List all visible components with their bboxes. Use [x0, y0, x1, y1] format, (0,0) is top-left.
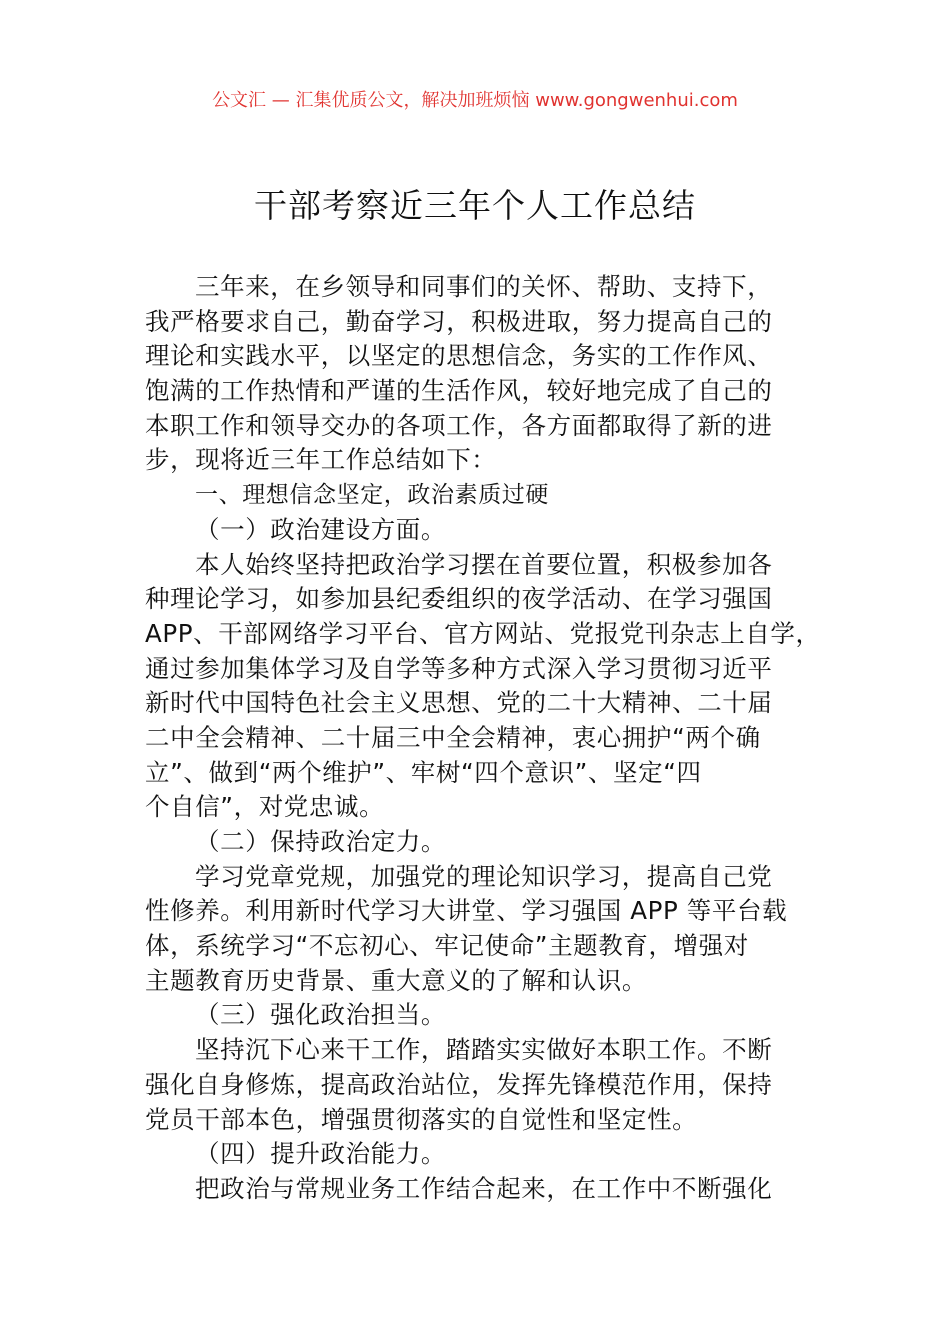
text-line: 强化自身修炼，提高政治站位，发挥先锋模范作用，保持 [145, 1069, 773, 1099]
document-title: 干部考察近三年个人工作总结 [254, 186, 696, 225]
text-line: 三年来，在乡领导和同事们的关怀、帮助、支持下， [195, 272, 773, 301]
text-line: 理论和实践水平，以坚定的思想信念，务实的工作作风、 [145, 341, 773, 371]
text-line: 二中全会精神、二十届三中全会精神，衷心拥护“两个确 [145, 722, 761, 752]
text-line: APP、干部网络学习平台、官方网站、党报党刊杂志上自学， [145, 618, 821, 648]
text-line: 饱满的工作热情和严谨的生活作风，较好地完成了自己的 [145, 376, 773, 406]
text-line: （四）提升政治能力。 [195, 1139, 446, 1169]
watermark-header: 公文汇 — 汇集优质公文，解决加班烦恼 www.gongwenhui.com [212, 90, 738, 111]
text-line: 一、理想信念坚定，政治素质过硬 [195, 482, 549, 509]
document-body [145, 270, 835, 1207]
text-line: 通过参加集体学习及自学等多种方式深入学习贯彻习近平 [145, 653, 773, 683]
text-line: 坚持沉下心来干工作，踏踏实实做好本职工作。不断 [195, 1035, 773, 1065]
text-line: 我严格要求自己，勤奋学习，积极进取，努力提高自己的 [145, 306, 773, 336]
text-line: 学习党章党规，加强党的理论知识学习，提高自己党 [195, 861, 773, 891]
text-line: （二）保持政治定力。 [195, 827, 446, 856]
text-line: （三）强化政治担当。 [195, 1000, 446, 1030]
text-line: 党员干部本色，增强贯彻落实的自觉性和坚定性。 [145, 1104, 698, 1134]
text-line: 主题教育历史背景、重大意义的了解和认识。 [145, 965, 647, 995]
text-line: （一）政治建设方面。 [195, 514, 446, 544]
text-line: 种理论学习，如参加县纪委组织的夜学活动、在学习强国 [145, 584, 773, 614]
text-line: 性修养。利用新时代学习大讲堂、学习强国 APP 等平台载 [145, 896, 788, 926]
text-line: 新时代中国特色社会主义思想、党的二十大精神、二十届 [145, 688, 773, 718]
text-line: 本人始终坚持把政治学习摆在首要位置，积极参加各 [195, 549, 773, 579]
text-line: 步，现将近三年工作总结如下： [145, 445, 497, 475]
text-line: 立”、做到“两个维护”、牢树“四个意识”、坚定“四 [145, 757, 702, 787]
text-line: 把政治与常规业务工作结合起来，在工作中不断强化 [195, 1173, 773, 1203]
text-line: 个自信”，对党忠诚。 [145, 792, 385, 822]
text-line: 体，系统学习“不忘初心、牢记使命”主题教育，增强对 [145, 931, 749, 961]
text-line: 本职工作和领导交办的各项工作，各方面都取得了新的进 [145, 410, 773, 440]
